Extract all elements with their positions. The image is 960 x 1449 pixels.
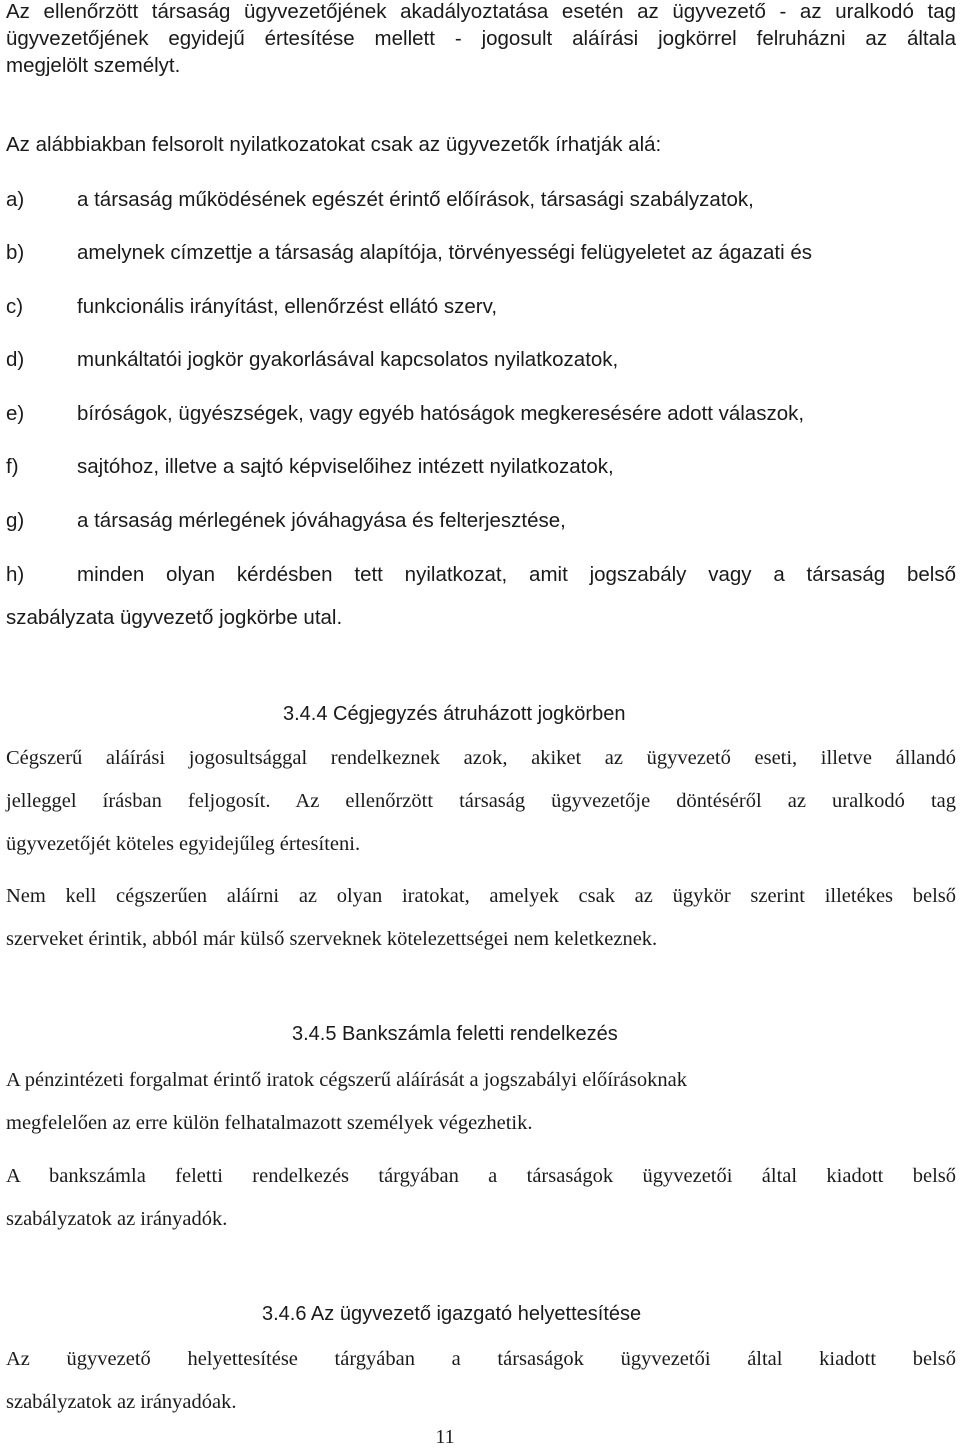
paragraph-line: A pénzintézeti forgalmat érintő iratok cégszerű aláírását a jogszabályi előírásoknak [6, 1069, 687, 1091]
paragraph-line: szabályzatok az irányadóak. [6, 1391, 237, 1413]
list-item-letter: c) [6, 295, 24, 318]
paragraph-line: Az ügyvezető helyettesítése tárgyában a társaságok ügyvezetői által kiadott belső [6, 1348, 956, 1370]
list-item-text: minden olyan kérdésben tett nyilatkozat, amit jogszabály vagy a társaság belső [77, 563, 956, 586]
paragraph-line: megfelelően az erre külön felhatalmazott személyek végezhetik. [6, 1112, 533, 1134]
list-item-letter: d) [6, 348, 25, 371]
paragraph-line: szerveket érintik, abból már külső szerveknek kötelezettségei nem keletkeznek. [6, 928, 658, 950]
paragraph-line: szabályzatok az irányadók. [6, 1208, 228, 1230]
section-heading-345: 3.4.5 Bankszámla feletti rendelkezés [292, 1023, 618, 1045]
section-heading-346: 3.4.6 Az ügyvezető igazgató helyettesítése [262, 1303, 642, 1325]
list-intro: Az alábbiakban felsorolt nyilatkozatokat csak az ügyvezetők írhatják alá: [6, 133, 662, 156]
paragraph-line: A bankszámla feletti rendelkezés tárgyában a társaságok ügyvezetői által kiadott belső [6, 1165, 956, 1187]
list-item-letter: b) [6, 241, 25, 264]
list-item-letter: f) [6, 455, 19, 478]
list-item-text: munkáltatói jogkör gyakorlásával kapcsolatos nyilatkozatok, [77, 348, 619, 371]
paragraph-line: Cégszerű aláírási jogosultsággal rendelkeznek azok, akiket az ügyvezető eseti, illetve állandó [6, 747, 956, 769]
paragraph-line: jelleggel írásban feljogosít. Az ellenőrzött társaság ügyvezetője döntéséről az uralkodó tag [6, 790, 956, 812]
list-item-letter: g) [6, 509, 25, 532]
intro-line-1: Az ellenőrzött társaság ügyvezetőjének akadályoztatása esetén az ügyvezető - az uralkodó tag [6, 0, 956, 23]
list-item-letter: e) [6, 402, 25, 425]
list-item-text: sajtóhoz, illetve a sajtó képviselőihez intézett nyilatkozatok, [77, 455, 614, 478]
intro-line-2: ügyvezetőjének egyidejű értesítése mellett - jogosult aláírási jogkörrel felruházni az általa [6, 27, 956, 50]
section-heading-344: 3.4.4 Cégjegyzés átruházott jogkörben [283, 703, 626, 725]
list-item-letter: h) [6, 563, 25, 586]
list-item-continuation: szabályzata ügyvezető jogkörbe utal. [6, 606, 343, 629]
intro-line-3: megjelölt személyt. [6, 54, 181, 77]
paragraph-line: Nem kell cégszerűen aláírni az olyan iratokat, amelyek csak az ügykör szerint illetékes belső [6, 885, 956, 907]
paragraph-line: ügyvezetőjét köteles egyidejűleg értesíteni. [6, 833, 361, 855]
list-item-text: bíróságok, ügyészségek, vagy egyéb hatóságok megkeresésére adott válaszok, [77, 402, 805, 425]
list-item-text: a társaság mérlegének jóváhagyása és felterjesztése, [77, 509, 566, 532]
page-number: 11 [435, 1426, 455, 1448]
list-item-letter: a) [6, 188, 25, 211]
list-item-text: funkcionális irányítást, ellenőrzést ellátó szerv, [77, 295, 498, 318]
list-item-text: a társaság működésének egészét érintő előírások, társasági szabályzatok, [77, 188, 754, 211]
list-item-text: amelynek címzettje a társaság alapítója, törvényességi felügyeletet az ágazati és [77, 241, 812, 264]
